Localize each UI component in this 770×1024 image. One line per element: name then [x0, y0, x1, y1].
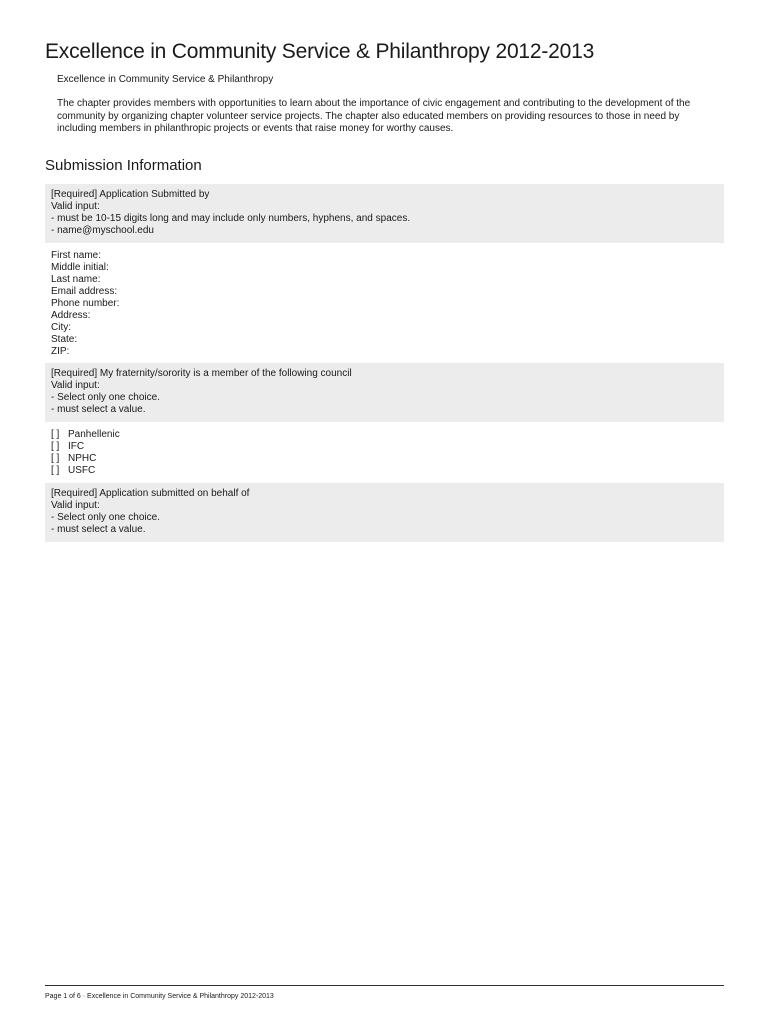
checkbox[interactable]: [ ] [51, 429, 60, 440]
option-panhellenic[interactable] [51, 429, 120, 441]
field-city[interactable]: City: [51, 322, 71, 333]
validation-rule: - Select only one choice. [51, 392, 160, 403]
option-label: NPHC [68, 453, 97, 464]
option-usfc[interactable] [51, 465, 120, 477]
validation-rule: - Select only one choice. [51, 512, 160, 523]
field-zip[interactable]: ZIP: [51, 346, 70, 357]
field-state[interactable]: State: [51, 334, 78, 345]
field-phone-number[interactable]: Phone number: [51, 298, 120, 309]
question-label: [Required] Application submitted on behalf of [51, 488, 250, 499]
council-options [51, 429, 120, 477]
field-address[interactable]: Address: [51, 310, 91, 321]
field-email-address[interactable]: Email address: [51, 286, 118, 297]
valid-input-label: Valid input: [51, 201, 100, 212]
page-footer: Page 1 of 6 · Excellence in Community Service & Philanthropy 2012-2013 [45, 993, 274, 1000]
checkbox[interactable]: [ ] [51, 453, 60, 464]
page-title: Excellence in Community Service & Philanthropy 2012-2013 [45, 40, 595, 63]
option-ifc[interactable] [51, 441, 120, 453]
footer-divider [45, 985, 724, 986]
validation-rule: - must be 10-15 digits long and may include only numbers, hyphens, and spaces. [51, 213, 411, 224]
checkbox[interactable]: [ ] [51, 465, 60, 476]
question-submitted-on-behalf-of [45, 483, 724, 542]
valid-input-label: Valid input: [51, 380, 100, 391]
option-label: Panhellenic [68, 429, 120, 440]
option-nphc[interactable] [51, 453, 120, 465]
field-first-name[interactable]: First name: [51, 250, 102, 261]
valid-input-label: Valid input: [51, 500, 100, 511]
field-middle-initial[interactable]: Middle initial: [51, 262, 109, 273]
question-application-submitted-by [45, 184, 724, 243]
contact-fields [51, 250, 119, 358]
question-council [45, 363, 724, 422]
validation-rule: - name@myschool.edu [51, 225, 154, 236]
description: The chapter provides members with opportunities to learn about the importance of civic engagement and contributing to the development of the community by organizing chapter volunteer service projects. The chapter also educated members on providing resources to those in need by including members in philanthropic projects or events that raise money for worthy causes. [57, 98, 691, 134]
question-label: [Required] My fraternity/sorority is a member of the following council [51, 368, 352, 379]
field-last-name[interactable]: Last name: [51, 274, 101, 285]
validation-rule: - must select a value. [51, 524, 146, 535]
option-label: USFC [68, 465, 96, 476]
section-heading-submission: Submission Information [45, 157, 202, 174]
checkbox[interactable]: [ ] [51, 441, 60, 452]
question-label: [Required] Application Submitted by [51, 189, 210, 200]
option-label: IFC [68, 441, 85, 452]
validation-rule: - must select a value. [51, 404, 146, 415]
subtitle: Excellence in Community Service & Philanthropy [57, 74, 274, 85]
